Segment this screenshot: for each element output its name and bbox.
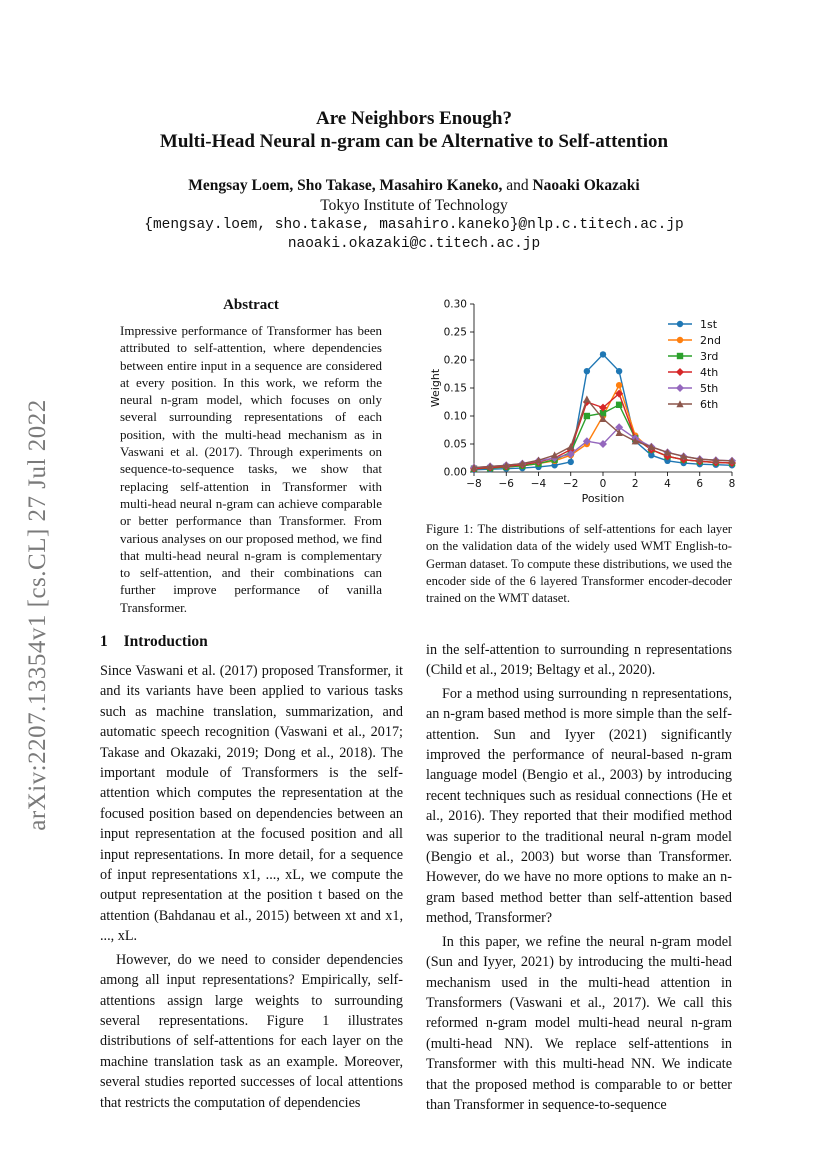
legend-marker-3rd: [677, 353, 683, 359]
section-number: 1: [100, 633, 108, 650]
legend-label: 5th: [700, 382, 719, 395]
x-tick-label: −2: [563, 478, 579, 490]
author-and: and: [506, 177, 529, 194]
y-tick-label: 0.30: [443, 298, 467, 311]
legend-label: 2nd: [700, 334, 721, 347]
x-tick-label: 2: [631, 478, 639, 490]
legend-marker-2nd: [677, 337, 683, 343]
intro-right-column: [426, 640, 732, 1115]
x-tick-label: 0: [599, 478, 607, 490]
email-line-2: naoaki.okazaki@c.titech.ac.jp: [287, 236, 541, 252]
abstract-body: Impressive performance of Transformer has been attributed to self-attention, where dependencies between entire input in a sequence are considered at every position. In this work, we reform the neural n-gram model, which focuses on only several surrounding representations of each position, with the multi-head mechanism as in Vaswani et al. (2017). Through experiments on sequence-to-sequence tasks, we show that replacing self-attention in Transformer with multi-head neural n-gram can achieve comparable or better performance than Transformer. From various analyses on our proposed method, we find that multi-head neural n-gram is complementary to self-attention, and their combinations can further improve performance of vanilla Transformer.: [120, 323, 382, 615]
figure1-caption: Figure 1: The distributions of self-attentions for each layer on the validation data of the widely used WMT English-to-German dataset. To compute these distributions, we used the encoder side of the 6 layered Transformer encoder-decoder trained on the WMT dataset.: [426, 522, 732, 606]
y-tick-label: 0.00: [443, 466, 467, 479]
legend-label: 6th: [700, 398, 719, 411]
y-tick-label: 0.15: [443, 382, 467, 395]
y-tick-label: 0.25: [443, 326, 467, 339]
legend-label: 1st: [700, 318, 718, 331]
y-tick-label: 0.10: [443, 410, 467, 423]
section-title: Introduction: [123, 633, 208, 650]
author-last: Naoaki Okazaki: [532, 177, 640, 194]
data-point-3rd: [616, 402, 622, 408]
series-line-2nd: [474, 385, 732, 468]
data-point-1st: [616, 368, 622, 374]
intro-paragraph-1: Since Vaswani et al. (2017) proposed Transformer, it and its variants have been applied to various tasks such as machine translation, summarization, and automatic speech recognition (Vaswani et al., 2017; Takase and Okazaki, 2019; Dong et al., 2018). The important module of Transformers is the self-attention which computes the representation at the focused position based on dependencies between an input representation at the focused position and all input representations. In more detail, for a sequence of input representations x1, ..., xL, we compute the output representation at the position t based on the attention (Bahdanau et al., 2015) between xt and x1, ..., xL.: [100, 663, 403, 945]
legend-label: 4th: [700, 366, 719, 379]
affiliation: Tokyo Institute of Technology: [320, 197, 508, 214]
author-names: Mengsay Loem, Sho Takase, Masahiro Kaneko,: [188, 177, 503, 194]
abstract-heading: Abstract: [223, 297, 279, 313]
intro-paragraph-2: However, do we need to consider dependencies among all input representations? Empirically, self-attentions assign large weights to surrounding several representations. Figure 1 illustrates distributions of self-attentions for each layer on the machine translation task as an example. Moreover, several studies reported successes of local attentions that restricts the computation of dependencies: [100, 951, 403, 1111]
legend-label: 3rd: [700, 350, 719, 363]
paper-title-line2-text: Multi-Head Neural n-gram can be Alternative to Self-attention: [159, 131, 669, 152]
paper-title-line2: [0, 131, 828, 153]
legend-marker-1st: [677, 321, 683, 327]
data-point-6th: [551, 451, 558, 458]
data-point-1st: [568, 459, 574, 465]
data-point-2nd: [616, 382, 622, 388]
data-point-3rd: [584, 413, 590, 419]
x-tick-label: −4: [530, 478, 547, 490]
x-tick-label: 4: [664, 478, 671, 490]
intro-paragraph-3: For a method using surrounding n representations, an n-gram based method is more simple than the self-attention. Sun and Iyyer (2021) significantly improved the performance of neural-based n-gram language model (Bengio et al., 2003) by introducing recent techniques such as residual connections (He et al., 2016). They reported that their modified method was superior to the traditional neural n-gram model (Bengio et al., 2003) but worse than Transformer. However, do we have no more options to make an n-gram based method better than self-attention based method, Transformer?: [426, 685, 732, 927]
author-list: [0, 177, 828, 195]
data-point-1st: [600, 351, 606, 357]
paper-title-line1: Are Neighbors Enough?: [315, 108, 512, 129]
y-axis-label: Weight: [429, 368, 442, 408]
y-tick-label: 0.05: [443, 438, 467, 451]
x-tick-label: 6: [696, 478, 704, 490]
arxiv-identifier: arXiv:2207.13354v1 [cs.CL] 27 Jul 2022: [24, 399, 51, 831]
email-line-1: {mengsay.loem, sho.takase, masahiro.kaneko}@nlp.c.titech.ac.jp: [144, 217, 684, 233]
data-point-1st: [584, 368, 590, 374]
legend-marker-4th: [676, 368, 684, 376]
y-tick-label: 0.20: [443, 354, 467, 367]
x-axis-label: Position: [581, 492, 625, 505]
attention-distribution-chart: [418, 290, 738, 505]
x-tick-label: 8: [728, 478, 736, 490]
intro-paragraph-continued: in the self-attention to surrounding n representations (Child et al., 2019; Beltagy et al., 2020).: [426, 642, 732, 679]
intro-paragraph-4: In this paper, we refine the neural n-gram model (Sun and Iyyer, 2021) by introducing the multi-head mechanism used in the multi-head attention in Transformers (Vaswani et al., 2017). We call this reformed n-gram model multi-head neural n-gram (multi-head NN). We replace self-attentions in Transformer with this multi-head NN. We indicate that the proposed method is comparable to or better than Transformer in sequence-to-sequence: [426, 933, 732, 1113]
legend-marker-5th: [676, 384, 684, 392]
arxiv-sidebar: [8, 380, 68, 850]
x-tick-label: −6: [498, 478, 514, 490]
data-point-6th: [583, 395, 590, 402]
intro-left-column: [100, 661, 403, 1113]
x-tick-label: −8: [466, 478, 482, 490]
section-heading: [100, 633, 208, 651]
